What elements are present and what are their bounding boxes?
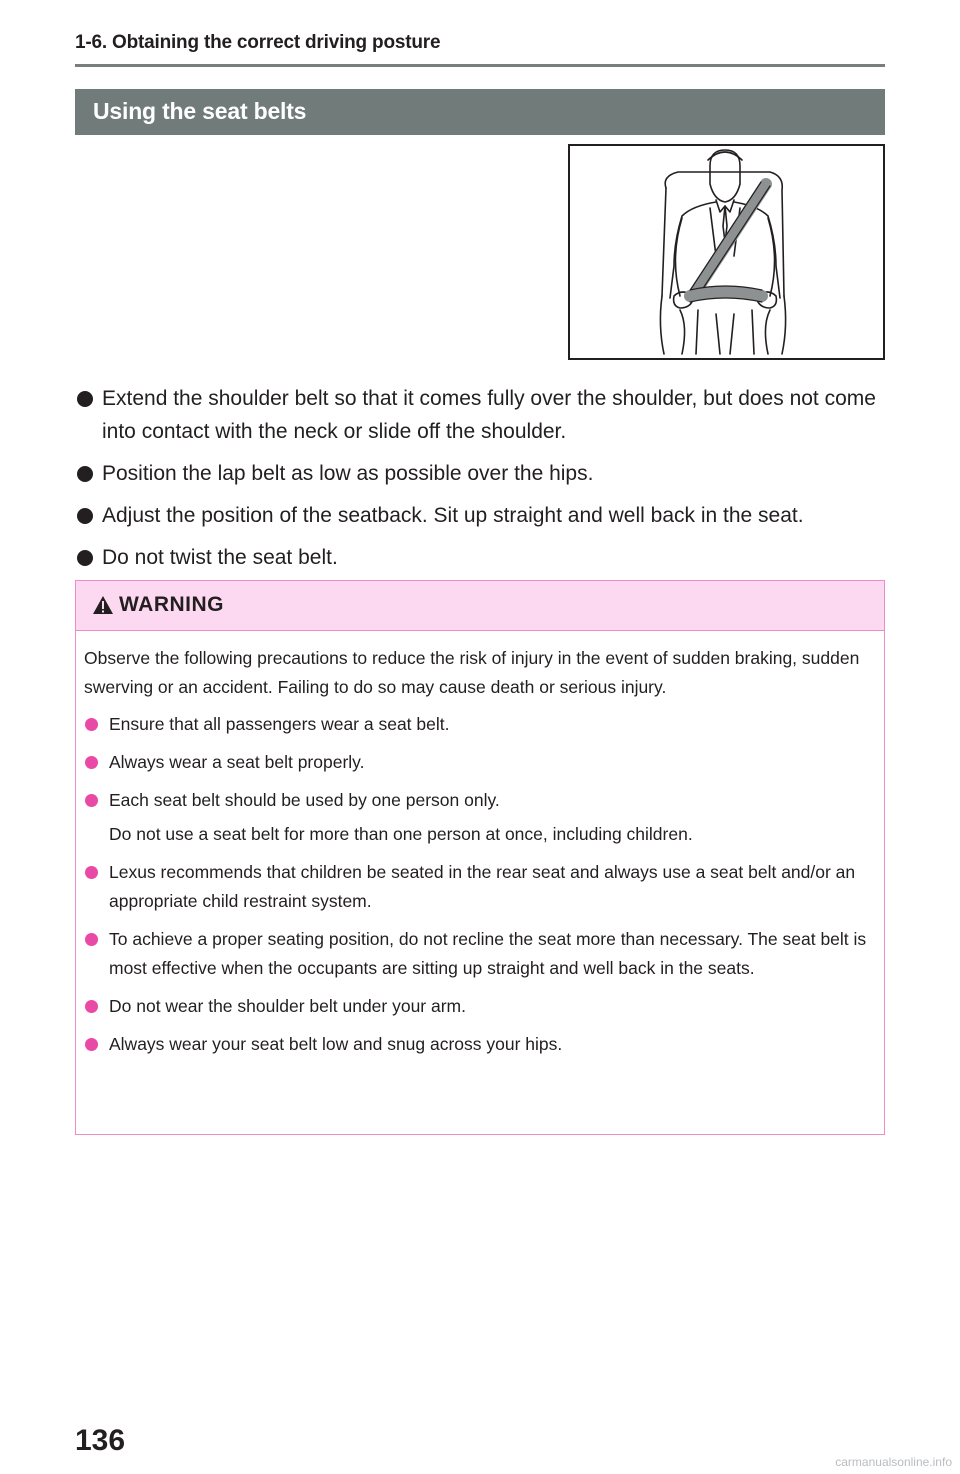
warning-header: [76, 581, 884, 631]
watermark: carmanualsonline.info: [835, 1455, 952, 1469]
bullet-icon: [85, 1038, 98, 1051]
list-item: Always wear a seat belt properly.: [84, 748, 876, 777]
warning-title: WARNING: [119, 593, 224, 616]
running-header: 1-6. Obtaining the correct driving posture: [75, 32, 441, 53]
bullet-icon: [85, 794, 98, 807]
warning-triangle-icon: [92, 595, 114, 615]
list-item: Position the lap belt as low as possible over the hips.: [75, 457, 885, 490]
list-item: Do not twist the seat belt.: [75, 541, 885, 574]
list-item: Do not wear the shoulder belt under your arm.: [84, 992, 876, 1021]
seatbelt-illustration: [568, 144, 885, 360]
warning-list: [84, 710, 876, 1059]
list-item: Ensure that all passengers wear a seat belt.: [84, 710, 876, 739]
list-item: Adjust the position of the seatback. Sit up straight and well back in the seat.: [75, 499, 885, 532]
header-divider: [75, 64, 885, 67]
list-item: Always wear your seat belt low and snug across your hips.: [84, 1030, 876, 1059]
list-item-note: Do not use a seat belt for more than one person at once, including children.: [109, 824, 693, 844]
section-title: Using the seat belts: [93, 98, 307, 124]
warning-body: [76, 631, 884, 1059]
list-item: Lexus recommends that children be seated in the rear seat and always use a seat belt and/or an appropriate child restraint system.: [84, 858, 876, 916]
warning-box: [75, 580, 885, 1135]
bullet-icon: [77, 508, 93, 524]
page-number: 136: [75, 1424, 126, 1457]
list-item: Each seat belt should be used by one person only. Do not use a seat belt for more than one person at once, including children.: [84, 786, 876, 849]
bullet-icon: [77, 550, 93, 566]
list-item: To achieve a proper seating position, do not recline the seat more than necessary. The seat belt is most effective when the occupants are sitting up straight and well back in the seats.: [84, 925, 876, 983]
bullet-icon: [85, 866, 98, 879]
bullet-icon: [85, 718, 98, 731]
bullet-icon: [85, 756, 98, 769]
bullet-icon: [85, 933, 98, 946]
list-item: Extend the shoulder belt so that it comes fully over the shoulder, but does not come into contact with the neck or slide off the shoulder.: [75, 382, 885, 448]
bullet-icon: [77, 391, 93, 407]
warning-intro: Observe the following precautions to reduce the risk of injury in the event of sudden braking, sudden swerving or an accident. Failing to do so may cause death or serious injury.: [84, 648, 860, 697]
bullet-icon: [85, 1000, 98, 1013]
section-heading-bar: [75, 89, 885, 135]
posture-bullet-list: [75, 382, 885, 583]
bullet-icon: [77, 466, 93, 482]
